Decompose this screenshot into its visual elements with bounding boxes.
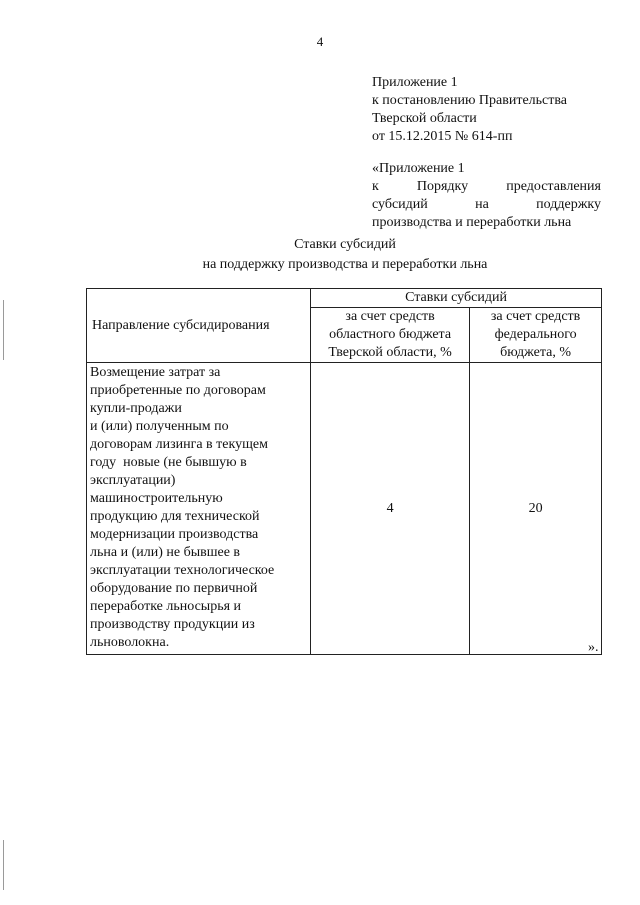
procedure-line: производства и переработки льна <box>372 215 572 230</box>
cell-text-line: переработке льносырья и <box>90 599 242 614</box>
procedure-word: субсидий <box>372 197 428 212</box>
cell-text-line: и (или) полученным по <box>90 419 229 434</box>
cell-text-line: продукцию для технической <box>90 509 260 524</box>
header-regional-budget: за счет средств областного бюджета Тверской области, % <box>311 308 470 363</box>
header-rates: Ставки субсидий <box>311 289 602 308</box>
cell-text-line: оборудование по первичной <box>90 581 258 596</box>
cell-text-line: приобретенные по договорам <box>90 383 266 398</box>
cell-text-line: машиностроительную <box>90 491 223 506</box>
table-header-row <box>87 289 602 308</box>
page-number: 4 <box>316 34 324 49</box>
cell-text-line: льноволокна. <box>90 635 170 650</box>
appendix-line: к постановлению Правительства <box>372 93 568 108</box>
header-direction: Направление субсидирования <box>87 289 311 363</box>
procedure-word: поддержку <box>536 197 601 212</box>
procedure-line <box>372 178 601 196</box>
appendix-line: Тверской области <box>372 111 477 126</box>
cell-text-line: эксплуатации технологическое <box>90 563 275 578</box>
cell-text-line: купли-продажи <box>90 401 182 416</box>
procedure-reference <box>372 160 601 232</box>
appendix-line: Приложение 1 <box>372 75 458 90</box>
cell-text-line: году новые (не бывшую в <box>90 455 247 470</box>
cell-direction <box>87 363 311 655</box>
cell-text-line: льна и (или) не бывшее в <box>90 545 241 560</box>
closing-quote: ». <box>588 640 599 655</box>
appendix-line: от 15.12.2015 № 614-пп <box>372 129 513 144</box>
procedure-line: «Приложение 1 <box>372 161 465 176</box>
procedure-word: на <box>475 197 489 212</box>
scan-edge-mark <box>3 300 4 360</box>
cell-text-line: эксплуатации) <box>90 473 176 488</box>
document-subtitle: на поддержку производства и переработки льна <box>202 257 488 272</box>
appendix-reference <box>372 74 567 146</box>
document-title: Ставки субсидий <box>294 237 396 252</box>
cell-text-line: договорам лизинга в текущем <box>90 437 268 452</box>
procedure-word: Порядку <box>416 179 469 194</box>
procedure-line <box>372 196 601 214</box>
subsidy-rates-table <box>86 288 602 655</box>
scan-edge-mark <box>3 840 4 890</box>
procedure-word: предоставления <box>506 179 601 194</box>
cell-regional-rate: 4 <box>311 363 470 655</box>
table-row <box>87 363 602 655</box>
procedure-word: к <box>372 179 379 194</box>
cell-federal-rate: 20 <box>470 363 602 655</box>
header-federal-budget: за счет средств федерального бюджета, % <box>470 308 602 363</box>
cell-text-line: производству продукции из <box>90 617 255 632</box>
cell-text-line: Возмещение затрат за <box>90 365 221 380</box>
cell-text-line: модернизации производства <box>90 527 259 542</box>
